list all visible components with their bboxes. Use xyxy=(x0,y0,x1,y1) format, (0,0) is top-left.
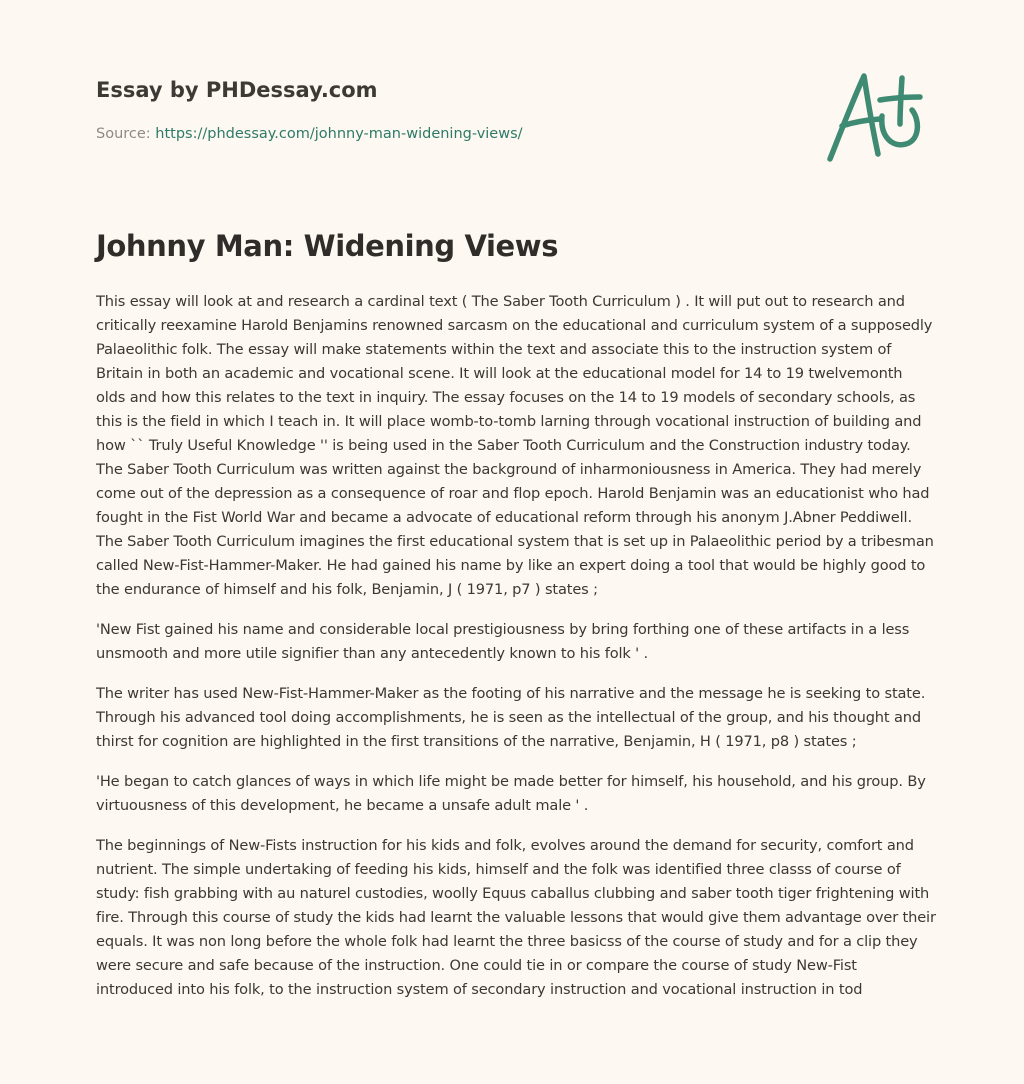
essay-article xyxy=(96,226,936,1018)
a-plus-grade-icon xyxy=(820,64,930,168)
source-line xyxy=(96,124,796,144)
page-title: Johnny Man: Widening Views xyxy=(96,229,559,263)
essay-paragraph: This essay will look at and research a cardinal text ( The Saber Tooth Curriculum ) . It will put out to research and critically reexamine Harold Benjamins renowned sarcasm on the educational and curriculum system of a supposedly Palaeolithic folk. The essay will make statements within the text and associate this to the instruction system of Britain in both an academic and vocational scene. It will look at the educational model for 14 to 19 twelvemonth olds and how this relates to the text in inquiry. The essay focuses on the 14 to 19 models of secondary schools, as this is the field in which I teach in. It will place womb-to-tomb larning through vocational instruction of building and how `` Truly Useful Knowledge '' is being used in the Saber Tooth Curriculum and the Construction industry today. The Saber Tooth Curriculum was written against the background of inharmoniousness in America. They had merely come out of the depression as a consequence of roar and flop epoch. Harold Benjamin was an educationist who had fought in the Fist World War and became a advocate of educational reform through his anonym J.Abner Peddiwell. The Saber Tooth Curriculum imagines the first educational system that is set up in Palaeolithic period by a tribesman called New-Fist-Hammer-Maker. He had gained his name by like an expert doing a tool that would be highly good to the endurance of himself and his folk, Benjamin, J ( 1971, p7 ) states ; xyxy=(96,293,934,598)
brand-title: Essay by PHDessay.com xyxy=(96,78,378,102)
source-label: Source: xyxy=(96,126,156,142)
source-link[interactable]: https://phdessay.com/johnny-man-widening-views/ xyxy=(155,126,523,142)
essay-paragraph: 'New Fist gained his name and considerable local prestigiousness by bring forthing one of these artifacts in a less unsmooth and more utile signifier than any antecedently known to his folk ' . xyxy=(96,621,910,662)
essay-paragraph: The beginnings of New-Fists instruction for his kids and folk, evolves around the demand for security, comfort and nutrient. The simple undertaking of feeding his kids, himself and the folk was identified three classs of course of study: fish grabbing with au naturel custodies, woolly Equus caballus clubbing and saber tooth tiger frightening with fire. Through this course of study the kids had learnt the valuable lessons that would give them advantage over their equals. It was non long before the whole folk had learnt the three basicss of the course of study and for a clip they were secure and safe because of the instruction. One could tie in or compare the course of study New-Fist introduced into his folk, to the instruction system of secondary instruction and vocational instruction in tod xyxy=(96,837,936,998)
essay-header xyxy=(96,76,796,144)
essay-paragraph: The writer has used New-Fist-Hammer-Maker as the footing of his narrative and the message he is seeking to state. Through his advanced tool doing accomplishments, he is seen as the intellectual of the group, and his thought and thirst for cognition are highlighted in the first transitions of the narrative, Benjamin, H ( 1971, p8 ) states ; xyxy=(96,685,926,750)
essay-paragraph: 'He began to catch glances of ways in which life might be made better for himself, his household, and his group. By virtuousness of this development, he became a unsafe adult male ' . xyxy=(96,773,926,814)
